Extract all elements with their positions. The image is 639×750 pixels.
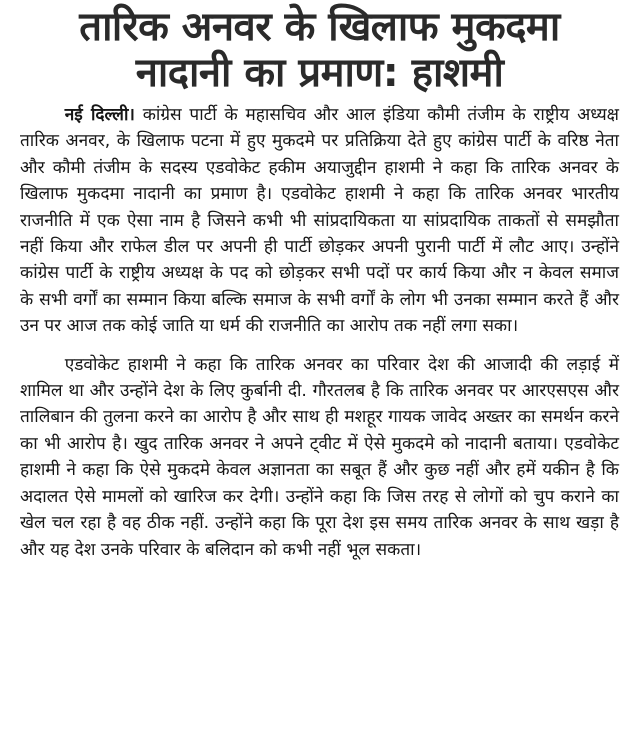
headline <box>20 4 619 96</box>
paragraph-1-text: कांग्रेस पार्टी के महासचिव और आल इंडिया कौमी तंजीम के राष्ट्रीय अध्यक्ष तारिक अनवर, के खिलाफ पटना में हुए मुकदमे पर प्रतिक्रिया देते हुए कांग्रेस पार्टी के वरिष्ठ नेता और कौमी तंजीम के सदस्य एडवोकेट हकीम अयाजुद्दीन हाशमी ने कहा कि तारिक अनवर के खिलाफ मुकदमा नादानी का प्रमाण है। एडवोकेट हाशमी ने कहा कि तारिक अनवर भारतीय राजनीति में एक ऐसा नाम है जिसने कभी भी सांप्रदायिकता या सांप्रदायिक ताकतों से समझौता नहीं किया और राफेल डील पर अपनी ही पार्टी छोड़कर अपनी पुरानी पार्टी में लौट आए। उन्होंने कांग्रेस पार्टी के राष्ट्रीय अध्यक्ष के पद को छोड़कर सभी पदों पर कार्य किया और न केवल समाज के सभी वर्गों का सम्मान किया बल्कि समाज के सभी वर्गों के लोग भी उनका सम्मान करते हैं और उन पर आज तक कोई जाति या धर्म की राजनीति का आरोप तक नहीं लगा सका। <box>20 105 619 337</box>
paragraph-1 <box>20 102 619 340</box>
headline-line-2: नादानी का प्रमाण: हाशमी <box>135 50 504 96</box>
article-body <box>20 102 619 563</box>
dateline: नई दिल्ली। <box>64 105 135 125</box>
paragraph-2: एडवोकेट हाशमी ने कहा कि तारिक अनवर का परिवार देश की आजादी की लड़ाई में शामिल था और उन्होंने देश के लिए कुर्बानी दी. गौरतलब है कि तारिक अनवर पर आरएसएस और तालिबान की तुलना करने का आरोप है और साथ ही मशहूर गायक जावेद अख्तर का समर्थन करने का भी आरोप है। खुद तारिक अनवर ने अपने ट्वीट में ऐसे मुकदमे को नादानी बताया। एडवोकेट हाशमी ने कहा कि ऐसे मुकदमे केवल अज्ञानता का सबूत हैं और कुछ नहीं और हमें यकीन है कि अदालत ऐसे मामलों को खारिज कर देगी। उन्होंने कहा कि जिस तरह से लोगों को चुप कराने का खेल चल रहा है वह ठीक नहीं. उन्होंने कहा कि पूरा देश इस समय तारिक अनवर के साथ खड़ा है और यह देश उनके परिवार के बलिदान को कभी नहीं भूल सकता। <box>20 354 619 560</box>
headline-line-1: तारिक अनवर के खिलाफ मुकदमा <box>79 4 560 50</box>
